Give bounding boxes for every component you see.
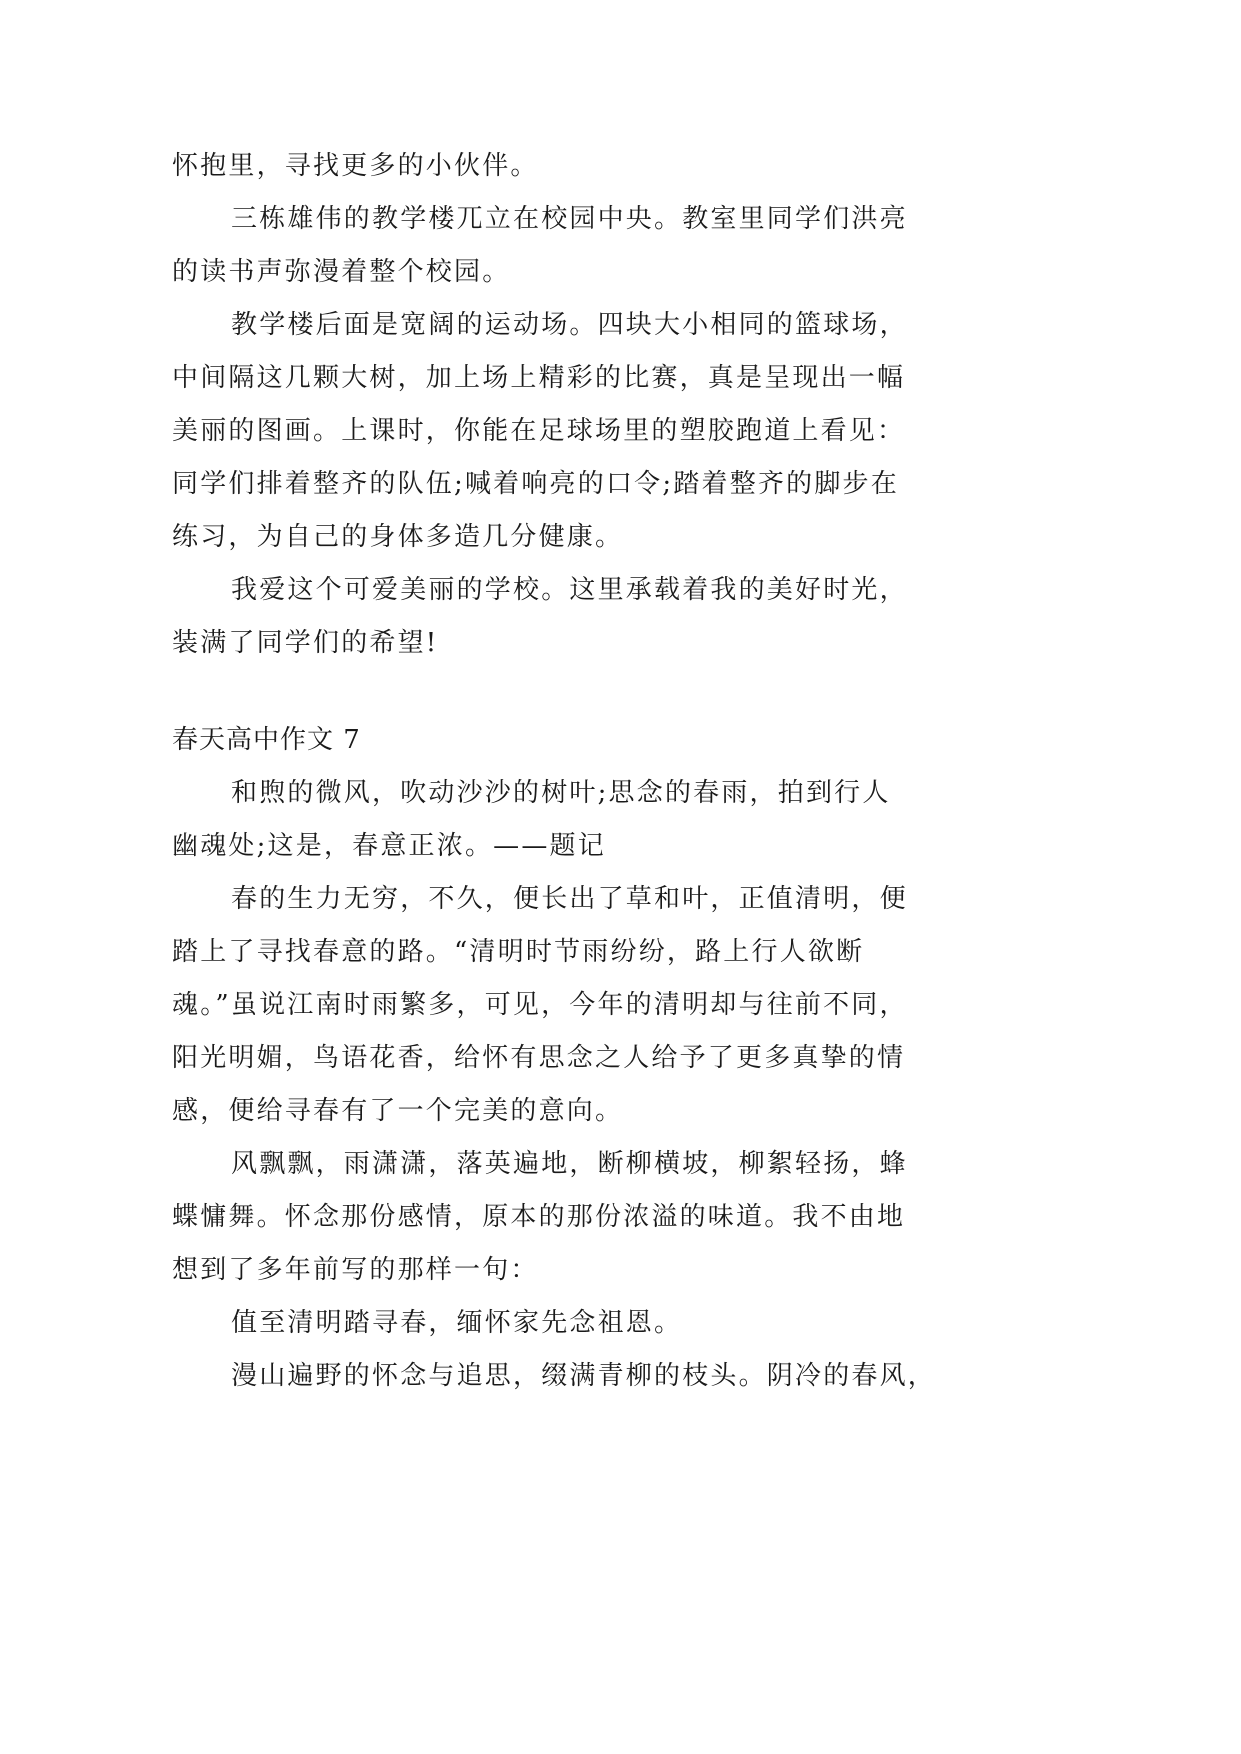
text-line: 踏上了寻找春意的路。“清明时节雨纷纷，路上行人欲断 [172,937,865,967]
text-line: 同学们排着整齐的队伍;喊着响亮的口令;踏着整齐的脚步在 [172,469,899,499]
section-heading: 春天高中作文 7 [172,725,361,755]
paragraph-first-line: 教学楼后面是宽阔的运动场。四块大小相同的篮球场， [231,310,908,340]
text-line: 魂。”虽说江南时雨繁多，可见，今年的清明却与往前不同， [172,990,908,1020]
paragraph-first-line: 春的生力无穷，不久，便长出了草和叶，正值清明，便 [231,884,908,914]
text-line: 装满了同学们的希望! [172,628,439,658]
poem-line: 值至清明踏寻春，缅怀家先念祖恩。 [231,1308,683,1338]
text-line: 美丽的图画。上课时，你能在足球场里的塑胶跑道上看见： [172,416,906,446]
text-line: 感，便给寻春有了一个完美的意向。 [172,1096,624,1126]
text-line: 想到了多年前写的那样一句： [172,1255,539,1285]
paragraph-first-line: 漫山遍野的怀念与追思，缀满青柳的枝头。阴冷的春风， [231,1361,937,1391]
text-line: 中间隔这几颗大树，加上场上精彩的比赛，真是呈现出一幅 [172,363,906,393]
text-line: 幽魂处;这是，春意正浓。——题记 [172,831,606,861]
text-line: 阳光明媚，鸟语花香，给怀有思念之人给予了更多真挚的情 [172,1043,906,1073]
paragraph-first-line: 我爱这个可爱美丽的学校。这里承载着我的美好时光， [231,575,908,605]
paragraph-first-line: 风飘飘，雨潇潇，落英遍地，断柳横坡，柳絮轻扬，蜂 [231,1149,908,1179]
text-line: 练习，为自己的身体多造几分健康。 [172,522,624,552]
text-line: 的读书声弥漫着整个校园。 [172,257,511,287]
text-line: 蝶慵舞。怀念那份感情，原本的那份浓溢的味道。我不由地 [172,1202,906,1232]
paragraph-first-line: 三栋雄伟的教学楼兀立在校园中央。教室里同学们洪亮 [231,204,908,234]
text-line: 怀抱里，寻找更多的小伙伴。 [172,151,539,181]
paragraph-first-line: 和煦的微风，吹动沙沙的树叶;思念的春雨，拍到行人 [231,778,891,808]
